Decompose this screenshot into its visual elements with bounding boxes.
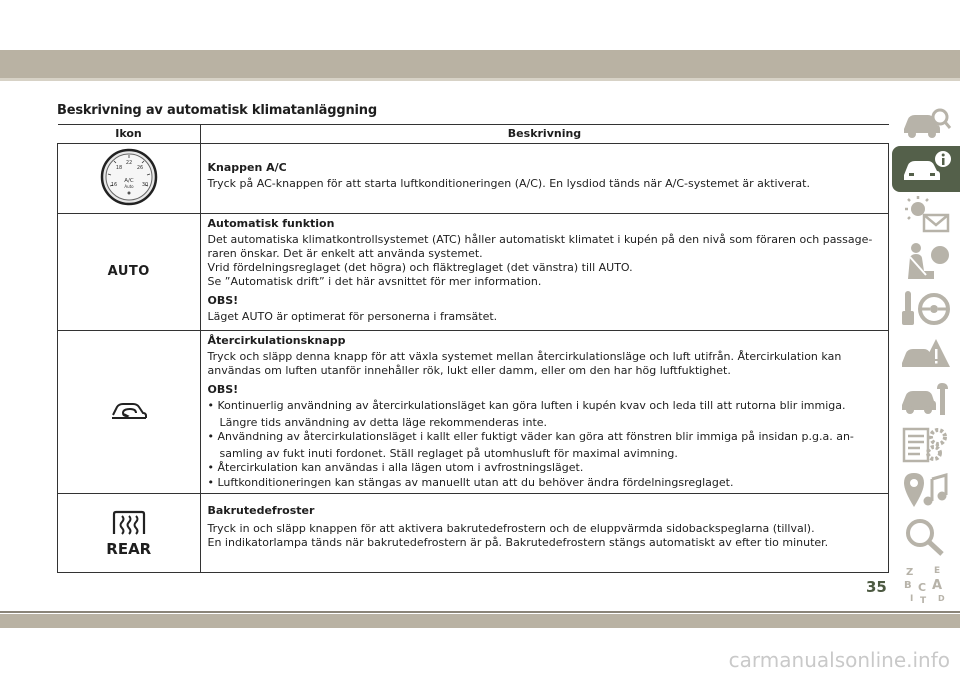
- index-letter-z: Z: [906, 567, 914, 578]
- recirculation-heading: Återcirkulationsknapp: [207, 334, 346, 347]
- table-header-row: [58, 125, 889, 144]
- rear-defrost-text-1: Tryck in och släpp knappen för att aktivera bakrutedefrostern och de eluppvärmda sidobackspeglarna (tillval).: [207, 522, 815, 535]
- steering-wheel-key-icon: [900, 287, 952, 327]
- auto-heading: Automatisk funktion: [207, 217, 335, 230]
- auto-label: AUTO: [107, 264, 150, 279]
- watermark: carmanualsonline.info: [728, 648, 950, 672]
- index-letter-t: T: [920, 596, 927, 603]
- rear-defrost-description-cell: [200, 494, 889, 573]
- rear-defrost-icon: [111, 510, 147, 540]
- recirculation-icon-cell: [58, 331, 201, 494]
- auto-text-1: Det automatiska klimatkontrollsystemet (ATC) håller automatiskt klimatet i kupén på den nivå som föraren och passage-raren önskar. Det är enkelt att använda systemet.: [207, 233, 873, 260]
- table-row: [58, 494, 889, 573]
- alphabet-index-icon: [900, 563, 952, 603]
- bottom-decorative-band: [0, 614, 960, 628]
- index-letter-i: I: [910, 594, 914, 603]
- rear-defrost-heading: Bakrutedefroster: [207, 504, 315, 517]
- sidebar-tab-steering-key[interactable]: [892, 284, 960, 330]
- rear-label: REAR: [106, 540, 152, 558]
- climate-controls-table: [57, 124, 889, 573]
- sidebar-tab-seatbelt-airbag[interactable]: [892, 238, 960, 284]
- recirculation-bullet-4: • Luftkonditioneringen kan stängas av manuellt utan att du behöver ändra fördelningsreglaget.: [207, 476, 734, 489]
- recirculation-text: Tryck och släpp denna knapp för att växla systemet mellan återcirkulationsläge och luft utifrån. Återcirkulation kan användas om luften utanför innehåller rök, lukt eller damm, eller om den har hög luftfuktighet.: [207, 350, 842, 377]
- ac-knob-icon: [100, 148, 158, 206]
- sidebar-tab-car-info[interactable]: [892, 146, 960, 192]
- ac-icon-cell: [58, 144, 201, 214]
- ac-heading: Knappen A/C: [207, 161, 287, 174]
- warning-lights-mail-icon: [900, 195, 952, 235]
- column-header-icon: Ikon: [58, 125, 201, 144]
- table-row: [58, 331, 889, 494]
- ac-knob-label-22: 22: [125, 159, 132, 166]
- sidebar-tab-specs[interactable]: [892, 422, 960, 468]
- recirculation-bullet-2-cont: samling av fukt inuti fordonet. Ställ reglaget på utomhusluft för maximal avimning.: [219, 447, 678, 460]
- recirculation-icon: [109, 399, 149, 421]
- magnifier-search-icon: [900, 517, 952, 557]
- recirculation-bullet-2: • Användning av återcirkulationsläget i kallt eller fuktigt väder kan göra att fönstren blir immiga på insidan p.g.a. an-: [207, 430, 854, 443]
- index-letter-a: A: [932, 578, 943, 593]
- recirculation-bullet-1: • Kontinuerlig användning av återcirkulationsläget kan göra luften i kupén kvav och leda till att rutorna blir immiga.: [207, 399, 846, 412]
- ac-knob-label-26: 26: [136, 164, 143, 171]
- bottom-band-line: [0, 611, 960, 613]
- ac-knob-label-30: 30: [141, 181, 148, 188]
- auto-description-cell: [200, 214, 889, 331]
- table-row: [58, 144, 889, 214]
- recirculation-obs-heading: OBS!: [207, 383, 239, 396]
- recirculation-bullet-3: • Återcirkulation kan användas i alla lägen utom i avfrostningsläget.: [207, 461, 584, 474]
- index-letter-d: D: [938, 594, 945, 603]
- auto-text-2: Vrid fördelningsreglaget (det högra) och fläktreglaget (det vänstra) till AUTO.: [207, 261, 633, 274]
- sidebar-tab-multimedia[interactable]: [892, 468, 960, 514]
- table-row: [58, 214, 889, 331]
- ac-knob-label-18: 18: [115, 164, 122, 171]
- auto-icon-cell: [58, 214, 201, 331]
- sidebar-tab-search[interactable]: [892, 514, 960, 560]
- ac-knob-label-16: 16: [110, 181, 117, 188]
- column-header-description: Beskrivning: [200, 125, 889, 144]
- auto-obs-heading: OBS!: [207, 294, 239, 307]
- index-letter-c: C: [918, 581, 927, 594]
- car-service-wrench-icon: [900, 379, 952, 419]
- sidebar-tab-index[interactable]: [892, 560, 960, 606]
- top-band-line: [0, 78, 960, 81]
- auto-text-3: Se ”Automatisk drift” i det här avsnittet för mer information.: [207, 275, 542, 288]
- music-navigation-icon: [900, 471, 952, 511]
- rear-defrost-text-2: En indikatorlampa tänds när bakrutedefrostern är på. Bakrutedefrostern stängs automatiskt av efter tio minuter.: [207, 536, 829, 549]
- seatbelt-airbag-icon: [900, 241, 952, 281]
- ac-text: Tryck på AC-knappen för att starta luftkonditioneringen (A/C). En lysdiod tänds när A/C-systemet är aktiverat.: [207, 177, 810, 190]
- car-search-icon: [900, 103, 952, 143]
- recirculation-bullet-1-cont: Längre tids användning av detta läge rekommenderas inte.: [219, 416, 548, 429]
- page-title: Beskrivning av automatisk klimatanläggning: [57, 103, 377, 118]
- car-info-icon: [900, 149, 952, 189]
- specs-gear-icon: [900, 425, 952, 465]
- recirculation-description-cell: [200, 331, 889, 494]
- page-number: 35: [866, 578, 887, 596]
- auto-obs-text: Läget AUTO är optimerat för personerna i framsätet.: [207, 310, 498, 323]
- sidebar-tab-car-search[interactable]: [892, 100, 960, 146]
- sidebar-tab-warning-lights[interactable]: [892, 192, 960, 238]
- breakdown-triangle-icon: [900, 333, 952, 373]
- index-letter-e: E: [934, 566, 941, 576]
- ac-knob-label-auto: Auto: [124, 183, 134, 189]
- sidebar-tab-breakdown[interactable]: [892, 330, 960, 376]
- rear-defrost-icon-cell: [58, 494, 201, 573]
- top-decorative-band: [0, 50, 960, 78]
- index-letter-b: B: [904, 580, 912, 591]
- sidebar-tab-service[interactable]: [892, 376, 960, 422]
- ac-knob-label-ac: A/C: [124, 177, 134, 184]
- ac-description-cell: [200, 144, 889, 214]
